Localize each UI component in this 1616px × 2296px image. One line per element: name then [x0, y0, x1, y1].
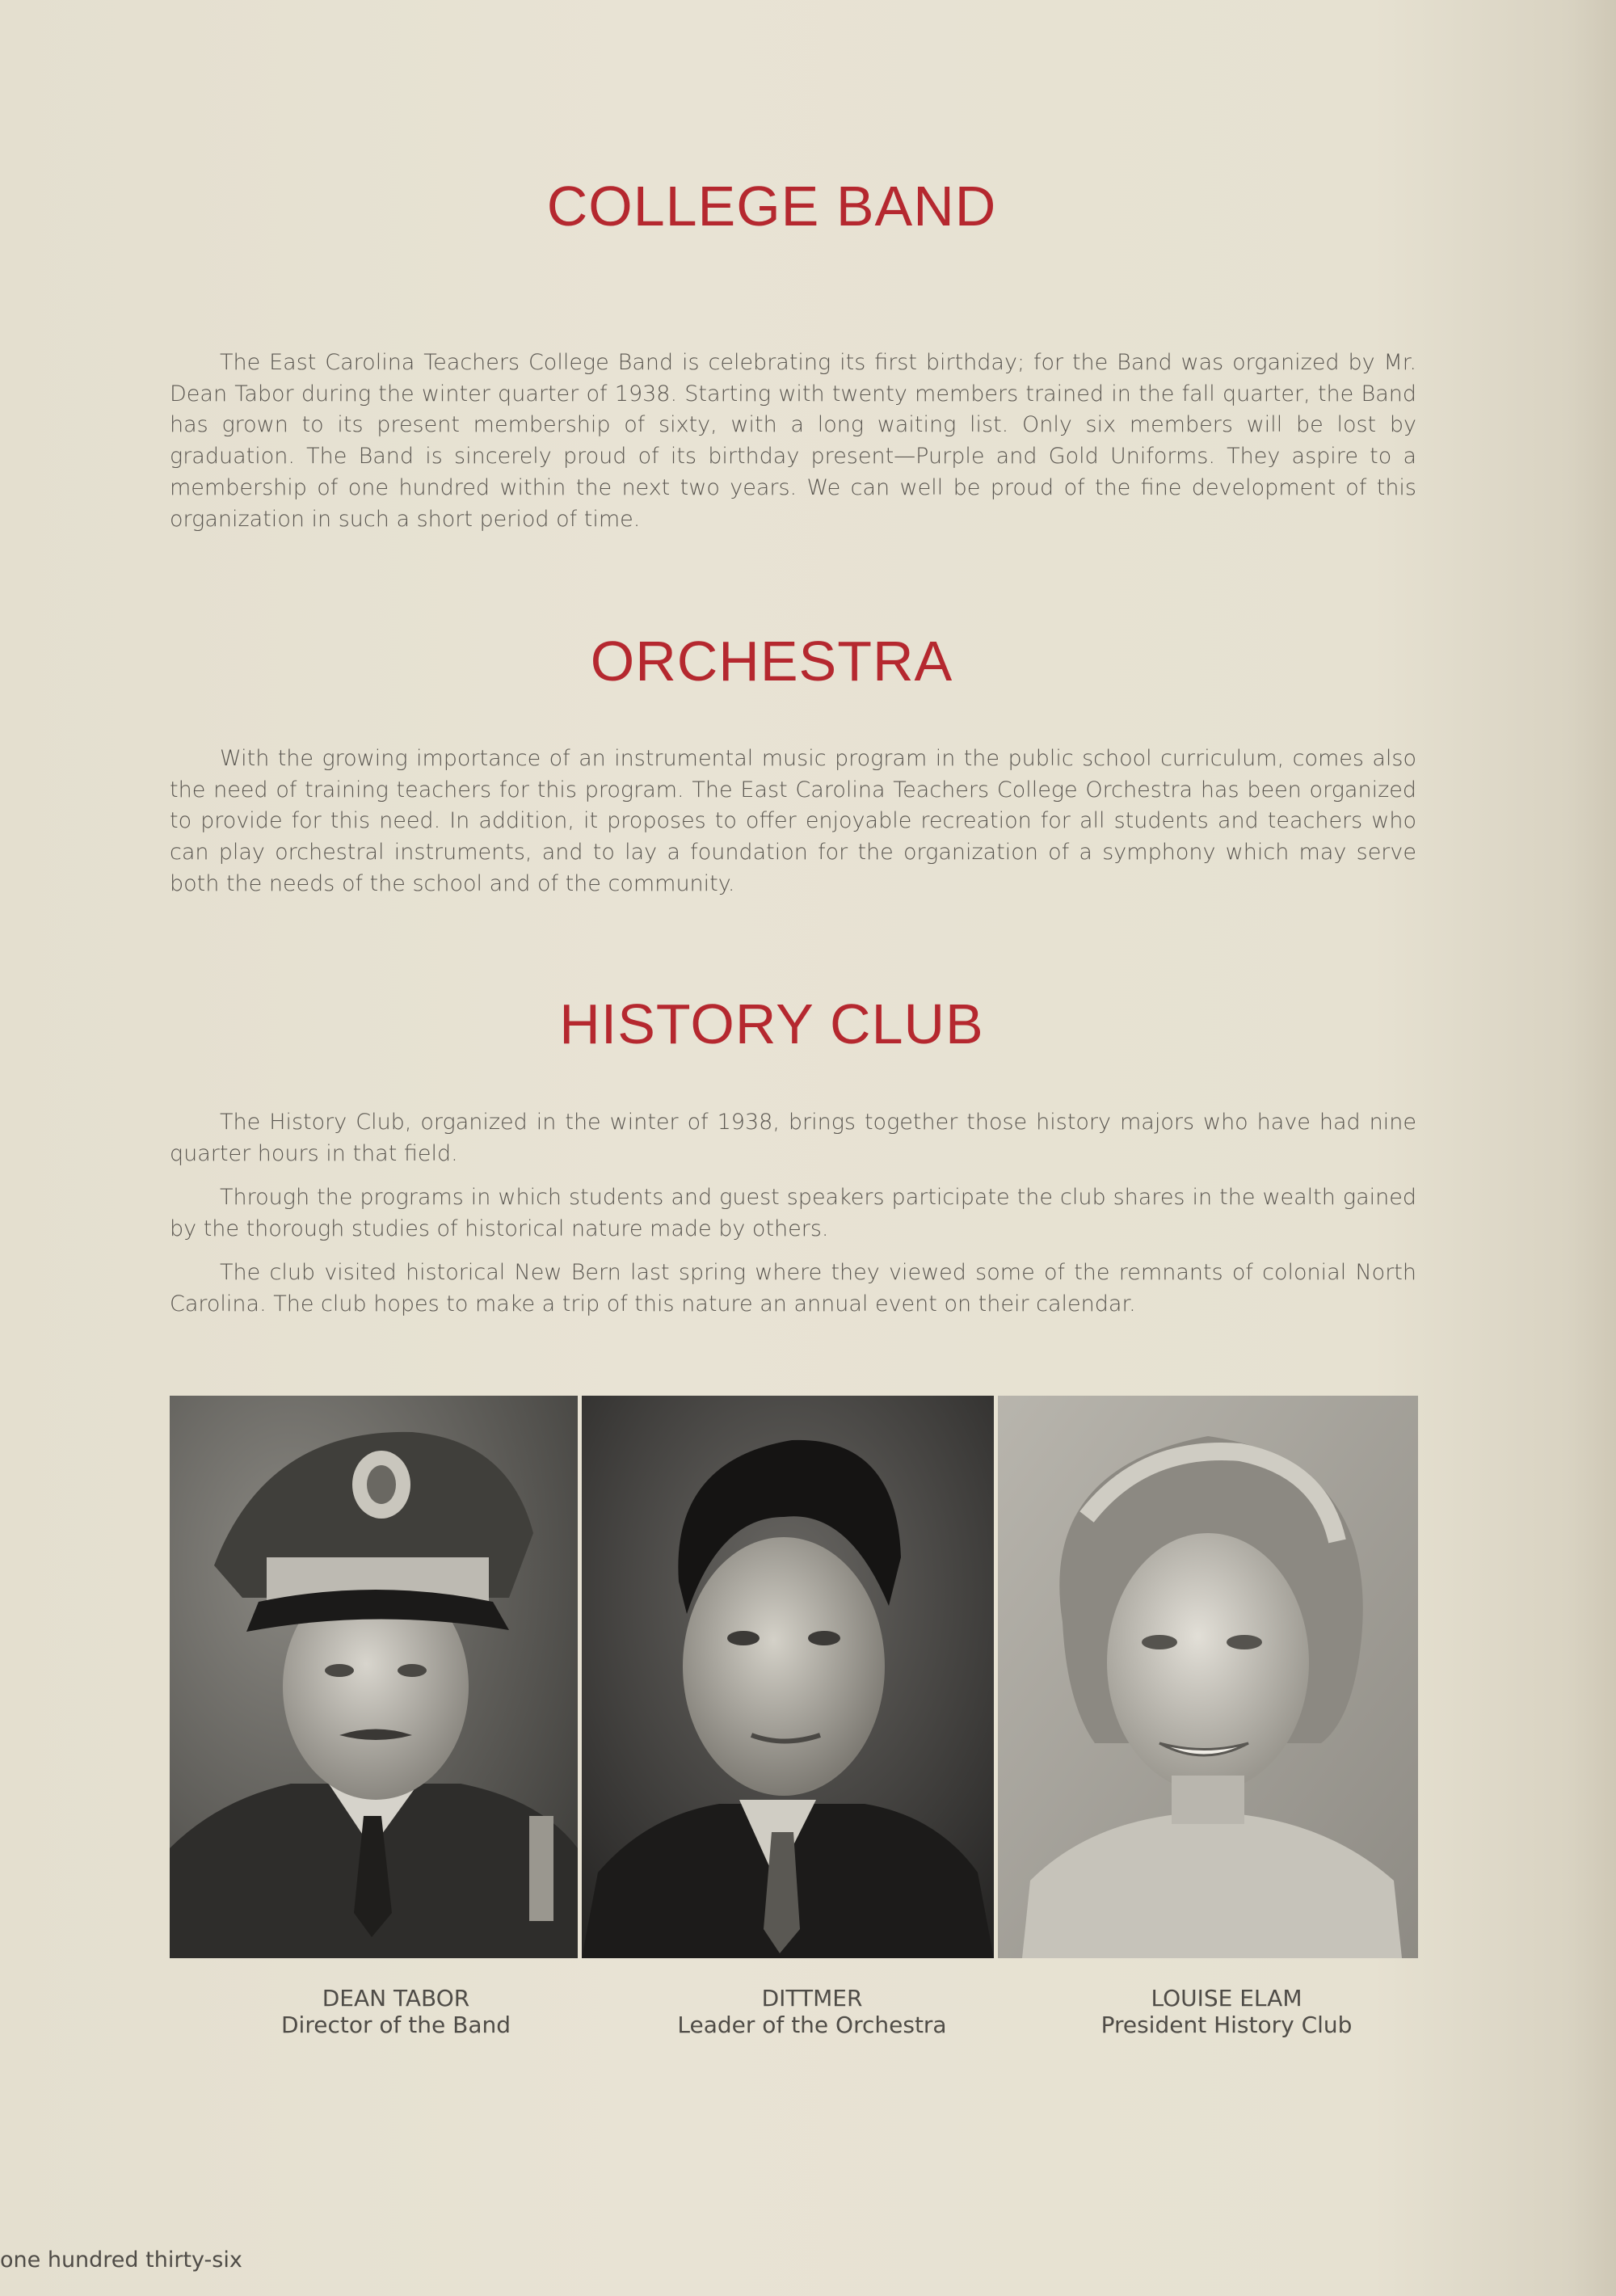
college-band-heading: COLLEGE BAND — [546, 175, 997, 238]
caption-louise-elam — [1057, 1985, 1396, 2038]
portrait-dittmer — [582, 1396, 994, 1958]
caption-role: Leader of the Orchestra — [677, 2012, 947, 2038]
caption-role: Director of the Band — [280, 2012, 511, 2038]
caption-name: DITTMER — [761, 1985, 863, 2012]
history-club-paragraph-3: The club visited historical New Bern last spring where they viewed some of the remnants of colonial North Carolina. The club hopes to make a trip of this nature an annual event on their calendar. — [170, 1260, 1416, 1317]
orchestra-paragraph: With the growing importance of an instrumental music program in the public school curriculum, comes also the need of training teachers for this program. The East Carolina Teachers College Orchestra has been organized to provide for this need. In addition, it proposes to offer enjoyable recreation for all students and teachers who can play orchestral instruments, and to lay a foundation for the organization of a symphony which may serve both the needs of the school and of the community. — [170, 746, 1416, 896]
portrait-dean-tabor — [170, 1396, 578, 1958]
college-band-paragraph: The East Carolina Teachers College Band is celebrating its first birthday; for the Band was organized by Mr. Dean Tabor during the winter quarter of 1938. Starting with twenty members trained in the fall quarter, the Band has grown to its present membership of sixty, with a long waiting list. Only six members will be lost by graduation. The Band is sincerely proud of its birthday present—Purple and Gold Uniforms. They aspire to a membership of one hundred within the next two years. We can well be proud of the fine development of this organization in such a short period of time. — [170, 350, 1416, 532]
history-club-heading: HISTORY CLUB — [559, 992, 984, 1055]
history-club-paragraph-2: Through the programs in which students and guest speakers participate the club shares in the wealth gained by the thorough studies of historical nature made by others. — [170, 1185, 1416, 1241]
portrait-louise-elam — [998, 1396, 1418, 1958]
caption-name: DEAN TABOR — [322, 1985, 470, 2012]
caption-role: President History Club — [1100, 2012, 1353, 2038]
caption-name: LOUISE ELAM — [1151, 1985, 1302, 2012]
history-club-paragraph-1: The History Club, organized in the winter of 1938, brings together those history majors who have had nine quarter hours in that field. — [170, 1110, 1416, 1166]
caption-dittmer — [642, 1985, 982, 2038]
caption-dean-tabor — [226, 1985, 566, 2038]
orchestra-heading: ORCHESTRA — [590, 630, 953, 693]
page-number: one hundred thirty-six — [0, 2248, 242, 2273]
